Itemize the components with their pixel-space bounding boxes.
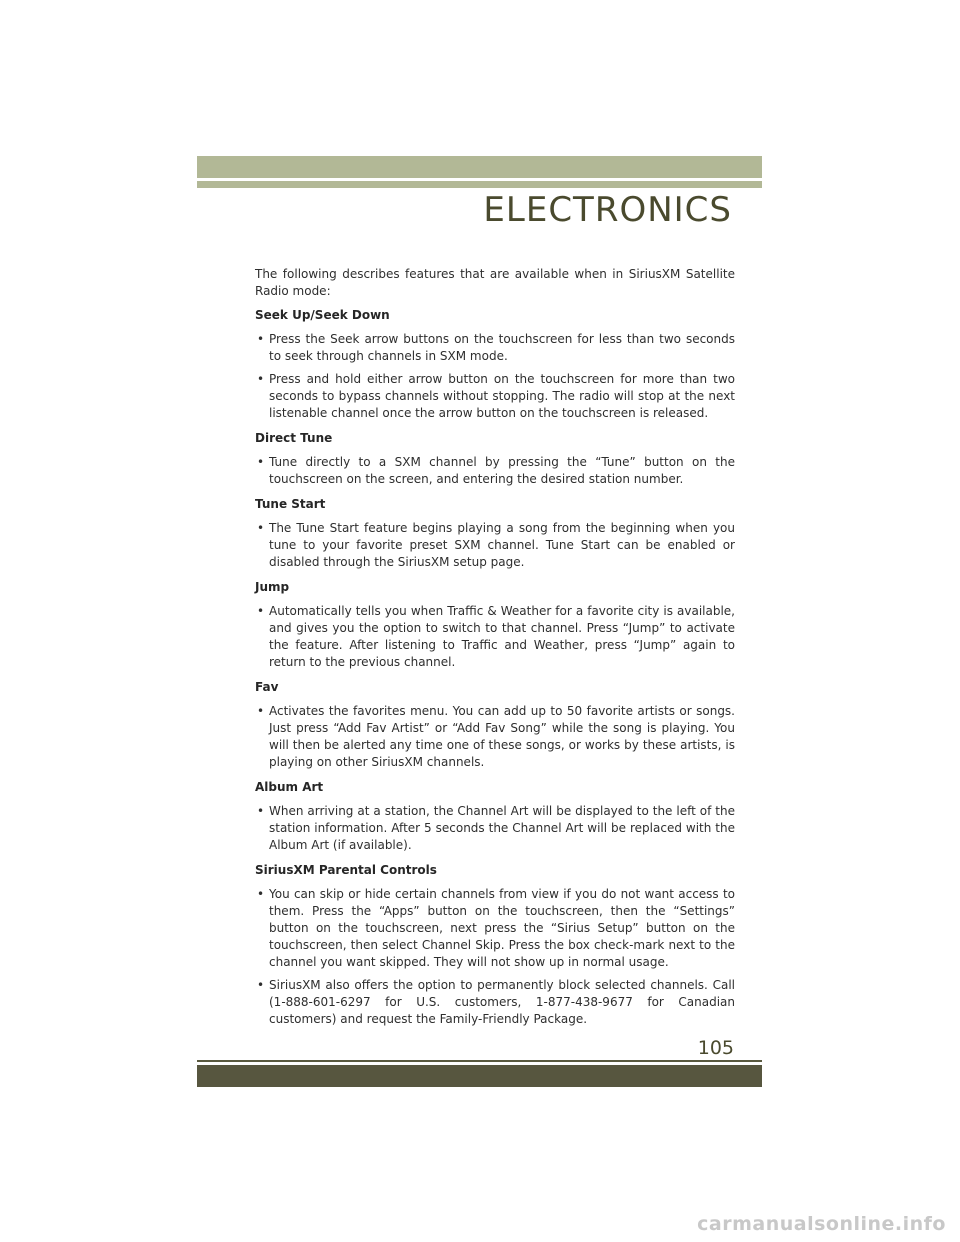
bullet-text: Tune directly to a SXM channel by pressing the “Tune” button on the touchscreen on the screen, and entering the desired station number. xyxy=(269,455,735,486)
list-item xyxy=(255,703,735,771)
bullet-text: Press and hold either arrow button on the touchscreen for more than two seconds to bypass channels without stopping. The radio will stop at the next listenable channel once the arrow button on the touchscreen is released. xyxy=(269,372,735,420)
section-heading: Album Art xyxy=(255,780,324,794)
bullet-icon: • xyxy=(257,372,265,386)
bullet-icon: • xyxy=(257,521,265,535)
list-item xyxy=(255,886,735,971)
bullet-text: Automatically tells you when Traffic & Weather for a favorite city is available, and gives you the option to switch to that channel. Press “Jump” to activate the feature. After listening to Traffic and Weather, press “Jump” again to return to the previous channel. xyxy=(269,604,735,669)
bullet-list xyxy=(255,454,735,488)
header-band xyxy=(197,156,762,178)
feature-sections xyxy=(255,307,735,1028)
bullet-text: When arriving at a station, the Channel Art will be displayed to the left of the station information. After 5 seconds the Channel Art will be replaced with the Album Art (if available). xyxy=(269,804,735,852)
bullet-list xyxy=(255,331,735,422)
bullet-text: The Tune Start feature begins playing a song from the beginning when you tune to your favorite preset SXM channel. Tune Start can be enabled or disabled through the SiriusXM setup page. xyxy=(269,521,735,569)
header-rule xyxy=(197,181,762,188)
list-item xyxy=(255,977,735,1028)
bullet-text: You can skip or hide certain channels from view if you do not want access to them. Press the “Apps” button on the touchscreen, then the “Settings” button on the touchscreen, next press the “Sirius Setup” button on the touchscreen, then select Channel Skip. Press the box check-mark next to the channel you want skipped. They will not show up in normal usage. xyxy=(269,887,735,969)
bullet-list xyxy=(255,886,735,1028)
bullet-icon: • xyxy=(257,704,265,718)
bullet-list xyxy=(255,803,735,854)
list-item xyxy=(255,520,735,571)
bullet-list xyxy=(255,520,735,571)
bullet-text: SiriusXM also offers the option to permanently block selected channels. Call (1-888-601-6297 for U.S. customers, 1-877-438-9677 for Canadian customers) and request the Family-Friendly Package. xyxy=(269,978,735,1026)
section-heading: Seek Up/Seek Down xyxy=(255,308,390,322)
list-item xyxy=(255,371,735,422)
bullet-icon: • xyxy=(257,455,265,469)
list-item xyxy=(255,603,735,671)
section-heading: SiriusXM Parental Controls xyxy=(255,863,437,877)
section-heading: Jump xyxy=(255,580,290,594)
bullet-list xyxy=(255,703,735,771)
list-item xyxy=(255,331,735,365)
watermark-text: carmanualsonline.info xyxy=(697,1213,946,1235)
bullet-icon: • xyxy=(257,978,265,992)
section-heading: Tune Start xyxy=(255,497,326,511)
section-heading: Direct Tune xyxy=(255,431,333,445)
footer-band xyxy=(197,1065,762,1087)
bullet-text: Press the Seek arrow buttons on the touchscreen for less than two seconds to seek through channels in SXM mode. xyxy=(269,332,735,363)
bullet-list xyxy=(255,603,735,671)
bullet-text: Activates the favorites menu. You can add up to 50 favorite artists or songs. Just press “Add Fav Artist” or “Add Fav Song” while the song is playing. You will then be alerted any time one of these songs, or works by these artists, is playing on other SiriusXM channels. xyxy=(269,704,735,769)
list-item xyxy=(255,803,735,854)
page-content xyxy=(255,266,735,1036)
bullet-icon: • xyxy=(257,887,265,901)
list-item xyxy=(255,454,735,488)
section-heading: Fav xyxy=(255,680,279,694)
section-title: ELECTRONICS xyxy=(483,190,732,230)
bullet-icon: • xyxy=(257,604,265,618)
intro-paragraph: The following describes features that are available when in SiriusXM Satellite Radio mode: xyxy=(255,267,735,298)
bullet-icon: • xyxy=(257,804,265,818)
footer-rule xyxy=(197,1060,762,1062)
page-number: 105 xyxy=(697,1037,734,1059)
bullet-icon: • xyxy=(257,332,265,346)
